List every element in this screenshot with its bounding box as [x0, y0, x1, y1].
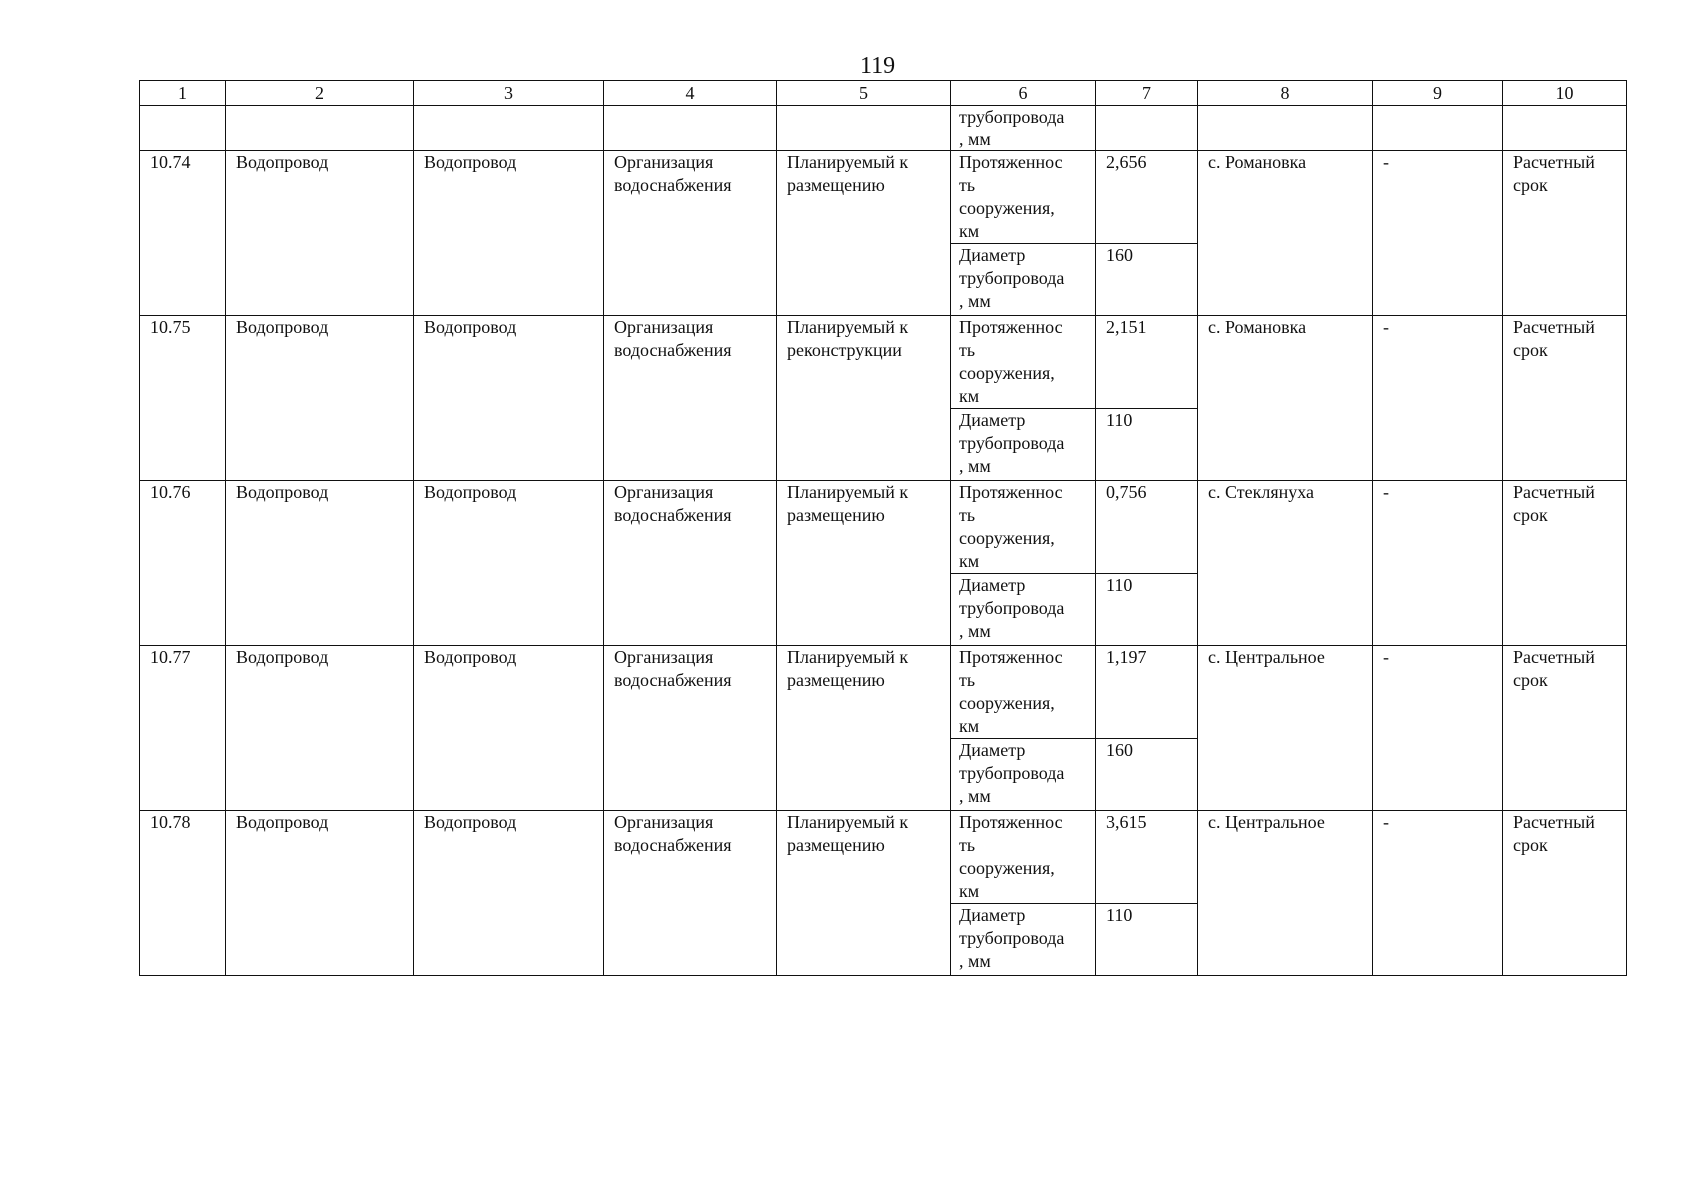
- location-cell: с. Стеклянуха: [1198, 481, 1373, 646]
- header-cell-10: 10: [1503, 81, 1627, 106]
- location-cell: с. Центральное: [1198, 811, 1373, 976]
- length-label-cell: Протяженнос ть сооружения, км: [951, 646, 1096, 739]
- row-number-cell: 10.75: [140, 316, 226, 481]
- purpose-cell: Организация водоснабжения: [604, 481, 777, 646]
- column-9-cell: -: [1373, 646, 1503, 811]
- table-row: [140, 646, 1627, 739]
- header-cell-8: 8: [1198, 81, 1373, 106]
- diameter-value-cell: 160: [1096, 739, 1198, 811]
- cell: [226, 106, 414, 151]
- term-cell: Расчетный срок: [1503, 151, 1627, 316]
- object-name-cell: Водопровод: [414, 316, 604, 481]
- diameter-value-cell: 110: [1096, 574, 1198, 646]
- term-cell: Расчетный срок: [1503, 811, 1627, 976]
- object-name-cell: Водопровод: [414, 811, 604, 976]
- purpose-cell: Организация водоснабжения: [604, 151, 777, 316]
- purpose-cell: Организация водоснабжения: [604, 646, 777, 811]
- diameter-label-cell: Диаметр трубопровода , мм: [951, 244, 1096, 316]
- length-value-cell: 0,756: [1096, 481, 1198, 574]
- header-cell-4: 4: [604, 81, 777, 106]
- object-name-cell: Водопровод: [414, 646, 604, 811]
- column-9-cell: -: [1373, 811, 1503, 976]
- diameter-value-cell: 110: [1096, 409, 1198, 481]
- length-label-cell: Протяженнос ть сооружения, км: [951, 481, 1096, 574]
- length-value-cell: 3,615: [1096, 811, 1198, 904]
- cell: [140, 106, 226, 151]
- header-cell-7: 7: [1096, 81, 1198, 106]
- continuation-label-cell: трубопровода , мм: [951, 106, 1096, 151]
- object-type-cell: Водопровод: [226, 481, 414, 646]
- length-label-cell: Протяженнос ть сооружения, км: [951, 811, 1096, 904]
- table-row: [140, 811, 1627, 904]
- cell: [1198, 106, 1373, 151]
- cell: [1096, 106, 1198, 151]
- length-label-cell: Протяженнос ть сооружения, км: [951, 151, 1096, 244]
- diameter-label-cell: Диаметр трубопровода , мм: [951, 739, 1096, 811]
- length-value-cell: 1,197: [1096, 646, 1198, 739]
- header-cell-2: 2: [226, 81, 414, 106]
- diameter-value-cell: 110: [1096, 904, 1198, 976]
- status-cell: Планируемый к размещению: [777, 481, 951, 646]
- purpose-cell: Организация водоснабжения: [604, 811, 777, 976]
- column-9-cell: -: [1373, 151, 1503, 316]
- status-cell: Планируемый к размещению: [777, 646, 951, 811]
- location-cell: с. Романовка: [1198, 151, 1373, 316]
- diameter-label-cell: Диаметр трубопровода , мм: [951, 409, 1096, 481]
- object-type-cell: Водопровод: [226, 151, 414, 316]
- continuation-row: [140, 106, 1627, 151]
- object-name-cell: Водопровод: [414, 481, 604, 646]
- length-label-cell: Протяженнос ть сооружения, км: [951, 316, 1096, 409]
- status-cell: Планируемый к размещению: [777, 811, 951, 976]
- diameter-value-cell: 160: [1096, 244, 1198, 316]
- purpose-cell: Организация водоснабжения: [604, 316, 777, 481]
- term-cell: Расчетный срок: [1503, 316, 1627, 481]
- object-type-cell: Водопровод: [226, 646, 414, 811]
- status-cell: Планируемый к размещению: [777, 151, 951, 316]
- object-name-cell: Водопровод: [414, 151, 604, 316]
- location-cell: с. Романовка: [1198, 316, 1373, 481]
- column-9-cell: -: [1373, 316, 1503, 481]
- status-cell: Планируемый к реконструкции: [777, 316, 951, 481]
- cell: [1373, 106, 1503, 151]
- page-number: 119: [860, 53, 896, 79]
- table-body: [140, 81, 1627, 976]
- term-cell: Расчетный срок: [1503, 481, 1627, 646]
- header-cell-1: 1: [140, 81, 226, 106]
- diameter-label-cell: Диаметр трубопровода , мм: [951, 904, 1096, 976]
- length-value-cell: 2,151: [1096, 316, 1198, 409]
- header-cell-9: 9: [1373, 81, 1503, 106]
- table-row: [140, 151, 1627, 244]
- cell: [1503, 106, 1627, 151]
- header-row: [140, 81, 1627, 106]
- row-number-cell: 10.76: [140, 481, 226, 646]
- diameter-label-cell: Диаметр трубопровода , мм: [951, 574, 1096, 646]
- term-cell: Расчетный срок: [1503, 646, 1627, 811]
- table-row: [140, 481, 1627, 574]
- table-row: [140, 316, 1627, 409]
- header-cell-5: 5: [777, 81, 951, 106]
- cell: [414, 106, 604, 151]
- row-number-cell: 10.74: [140, 151, 226, 316]
- object-type-cell: Водопровод: [226, 316, 414, 481]
- cell: [604, 106, 777, 151]
- object-type-cell: Водопровод: [226, 811, 414, 976]
- location-cell: с. Центральное: [1198, 646, 1373, 811]
- row-number-cell: 10.78: [140, 811, 226, 976]
- cell: [777, 106, 951, 151]
- data-table: [139, 80, 1627, 976]
- header-cell-3: 3: [414, 81, 604, 106]
- header-cell-6: 6: [951, 81, 1096, 106]
- length-value-cell: 2,656: [1096, 151, 1198, 244]
- column-9-cell: -: [1373, 481, 1503, 646]
- row-number-cell: 10.77: [140, 646, 226, 811]
